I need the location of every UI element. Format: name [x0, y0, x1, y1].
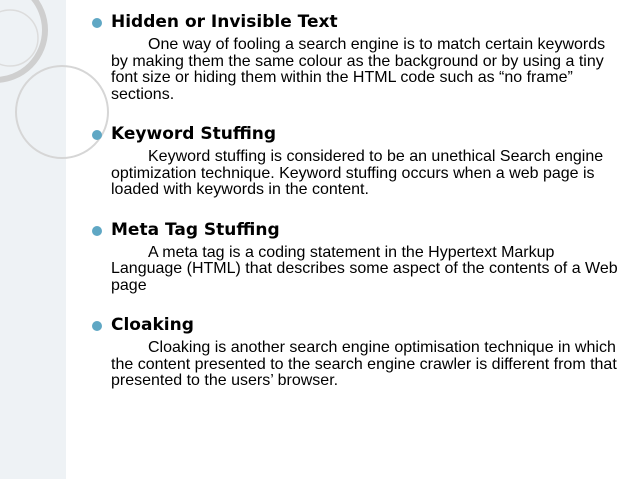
item-heading: Hidden or Invisible Text: [111, 12, 338, 32]
item-body: Cloaking is another search engine optimisation technique in which the content presented to the search engine crawler is different from that presented to the users’ browser.: [111, 339, 617, 389]
bullet-icon: [92, 18, 102, 28]
bullet-icon: [92, 130, 102, 140]
item-body: One way of fooling a search engine is to match certain keywords by making them the same colour as the background or by using a tiny font size or hiding them within the HTML code such as “no frame” sections.: [111, 36, 606, 103]
list-item: [92, 218, 622, 295]
item-body: A meta tag is a coding statement in the Hypertext Markup Language (HTML) that describes some aspect of the contents of a Web page: [111, 243, 618, 294]
bullet-icon: [92, 321, 102, 331]
item-heading: Cloaking: [111, 315, 194, 335]
list-item: [92, 313, 622, 390]
bullet-icon: [92, 226, 102, 236]
list-item: [92, 10, 622, 103]
item-heading: Keyword Stuffing: [111, 124, 277, 144]
item-heading: Meta Tag Stuffing: [111, 219, 280, 240]
inner-ring: [0, 10, 38, 66]
list-item: [92, 122, 622, 199]
item-body: Keyword stuffing is considered to be an unethical Search engine optimization technique. Keyword stuffing occurs when a web page is loaded with keywords in the content.: [111, 148, 604, 198]
bullet-list: [92, 10, 622, 409]
